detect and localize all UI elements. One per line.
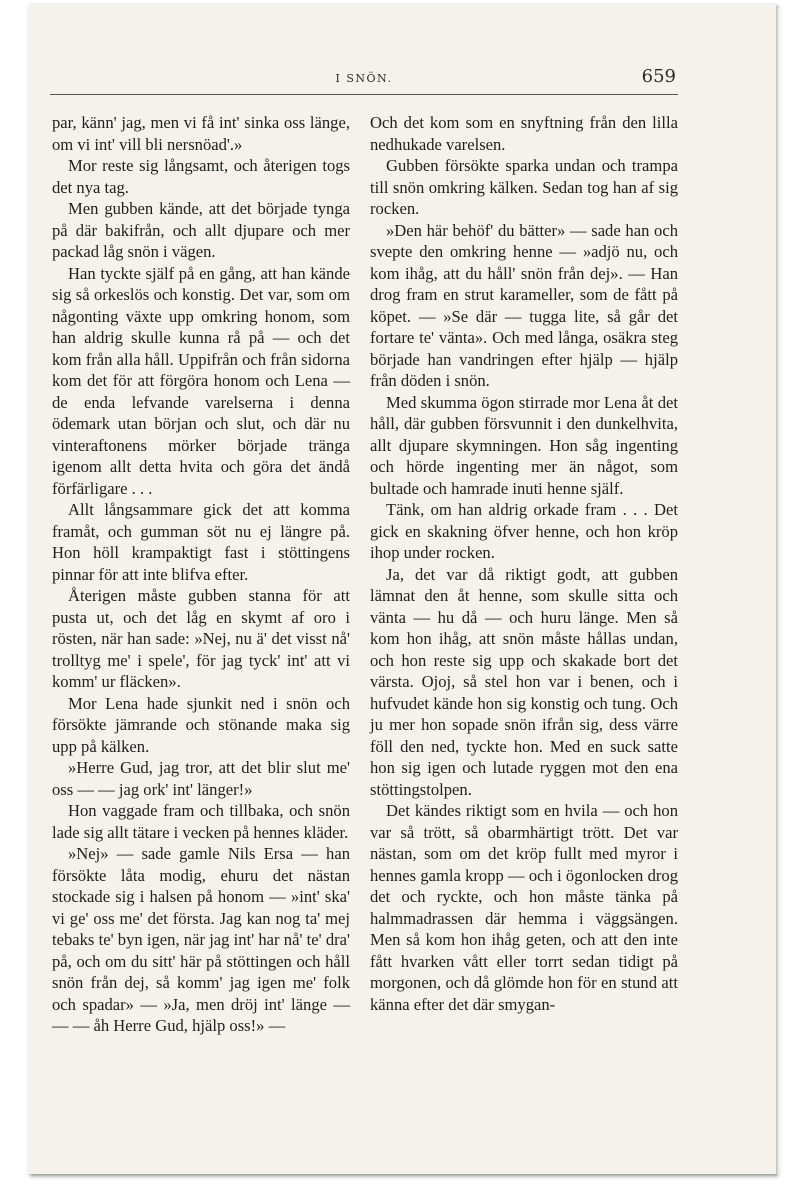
paragraph: Det kändes riktigt som en hvila — och hon var så trött, så obarmhärtigt trött. Det var nästan, som om det kröp fullt med myror i hennes gamla kropp — och i ögonlocken drog det och ryckte, och hon måste tänka på halmmadrassen där hemma i väggsängen. Men så kom hon ihåg geten, och att den inte fått hvarken vått eller torrt sedan tidigt på morgonen, och då glömde hon för en stund att känna efter det där smygan-: [370, 801, 678, 1014]
page-edge-shadow: [776, 8, 780, 1174]
paragraph: Och det kom som en snyftning från den lilla nedhukade varelsen.: [370, 113, 678, 154]
paragraph: »Nej» — sade gamle Nils Ersa — han försökte låta modig, ehuru det nästan stockade sig i halsen på honom — »int' ska' vi ge' oss me' det första. Jag kan nog ta' mej tebaks te' byn igen, när jag int' har nå' te' dra' på, och om du sitt' här på stöttingen och håll snön från dej, så komm' jag igen me' folk och spadar» — »Ja, men dröj int' länge — — — åh Herre Gud, hjälp oss!» —: [52, 844, 350, 1035]
paragraph: »Den här behöf' du bätter» — sade han och svepte den omkring henne — »adjö nu, och kom ihåg, att du håll' snön från dej». — Han drog fram en strut karameller, som de fått på köpet. — »Se där — tugga lite, så går det fortare te' vänta». Och med långa, osäkra steg började han vandringen efter hjälp — hjälp från döden i snön.: [370, 220, 678, 390]
left-column: [52, 112, 350, 1112]
paragraph: Tänk, om han aldrig orkade fram . . . Det gick en skakning öfver henne, och hon kröp ihop under rocken.: [370, 500, 678, 562]
paragraph: Återigen måste gubben stanna för att pusta ut, och det låg en skymt af oro i rösten, när han sade: »Nej, nu ä' det visst nå' trolltyg me' i spele', för jag tyck' int' att vi komm' ur fläcken».: [52, 586, 350, 691]
paragraph: Ja, det var då riktigt godt, att gubben lämnat den åt henne, som skulle sitta och vänta — hu då — och huru länge. Men så kom hon ihåg, att snön måste hållas undan, och hon reste sig upp och skakade bort det värsta. Ojoj, så stel hon var i benen, och i hufvudet kände hon sig konstig och tung. Och ju mer hon sopade snön ifrån sig, dess värre föll den ned, tyckte hon. Med en suck satte hon sig igen och lutade ryggen mot den ena stöttingstolpen.: [370, 564, 678, 799]
paragraph: Han tyckte själf på en gång, att han kände sig så orkeslös och konstig. Det var, som om någonting växte upp omkring honom, som han aldrig skulle kunna rå på — och det kom från alla håll. Uppifrån och från sidorna kom det för att förgöra honom och Lena — de enda lefvande varelserna i denna ödemark utan början och slut, och där nu vinteraftonens mörker började tränga igenom allt detta hvita och göra det ändå förfärligare . . .: [52, 263, 350, 498]
paragraph: Allt långsammare gick det att komma framåt, och gumman söt nu ej längre på. Hon höll krampaktigt fast i stöttingens pinnar för att inte blifva efter.: [52, 500, 350, 584]
paragraph: »Herre Gud, jag tror, att det blir slut me' oss — — jag ork' int' länger!»: [52, 758, 350, 799]
running-title: I SNÖN.: [335, 72, 393, 85]
paragraph: Med skumma ögon stirrade mor Lena åt det håll, där gubben försvunnit i den dunkelhvita, allt djupare skymningen. Hon såg ingenting och hörde ingenting mer än något, som bultade och hamrade inuti henne själf.: [370, 392, 678, 498]
paragraph: Men gubben kände, att det började tynga på där bakifrån, och allt djupare och mer packad låg snön i vägen.: [52, 199, 350, 261]
page-number: 659: [641, 66, 676, 87]
header-rule: [50, 94, 678, 95]
paragraph: Mor Lena hade sjunkit ned i snön och försökte jämrande och stönande maka sig upp på kälken.: [52, 693, 350, 756]
paragraph: Mor reste sig långsamt, och återigen togs det nya tag.: [52, 156, 350, 197]
paragraph: Gubben försökte sparka undan och trampa till snön omkring kälken. Sedan tog han af sig rocken.: [370, 156, 678, 218]
page-header: [50, 62, 678, 90]
paragraph: par, känn' jag, men vi få int' sinka oss länge, om vi int' vill bli nersnöad'.»: [52, 113, 350, 154]
right-column: [370, 112, 678, 1112]
paragraph: Hon vaggade fram och tillbaka, och snön lade sig allt tätare i vecken på hennes kläder.: [52, 801, 350, 842]
